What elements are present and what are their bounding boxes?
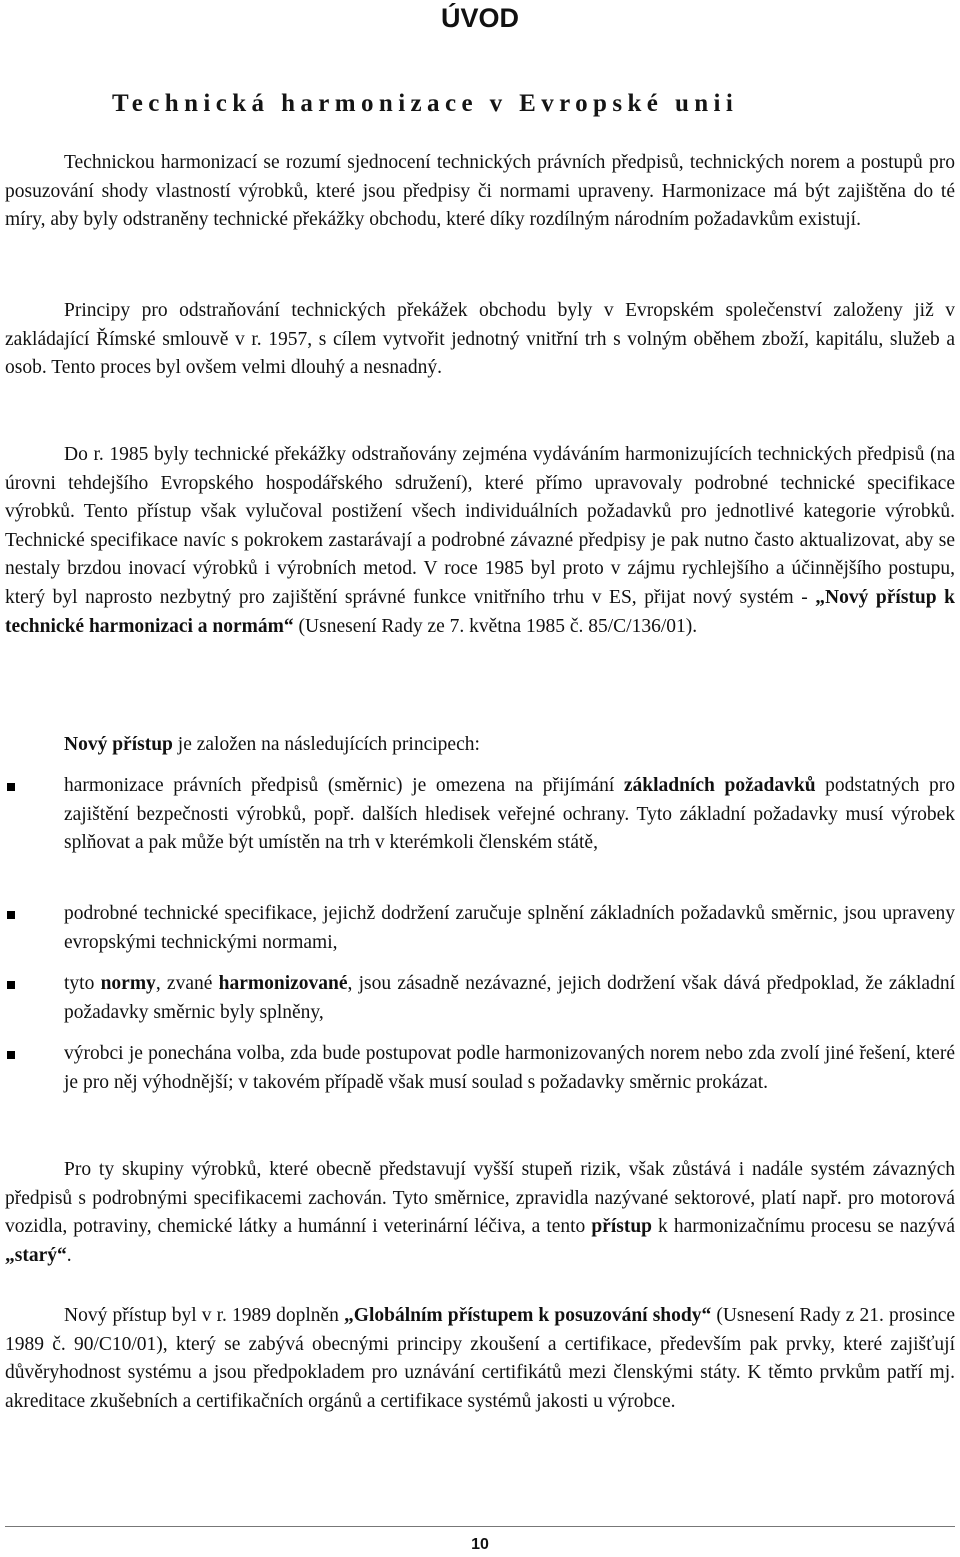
old-approach-text: Pro ty skupiny výrobků, které obecně představují vyšší stupeň rizik, však zůstává i nadále systém závazných předpisů s podrobnými specifikacemi zachován. Tyto směrnice, zpravidla nazývané sektorové, platí např. pro motorová vozidla, potraviny, chemické látky a humánní i veterinární léčiva, a tento [5, 1159, 955, 1238]
list-item [5, 970, 955, 1027]
footer-divider [5, 1526, 955, 1527]
list-item-text-part: harmonizace právních předpisů (směrnic) je omezena na přijímání [64, 775, 624, 796]
new-approach-intro-text: je založen na následujících principech: [172, 734, 480, 755]
section-title: Technická harmonizace v Evropské unii [112, 90, 739, 117]
paragraph-history [5, 441, 955, 641]
list-item [5, 772, 955, 858]
new-approach-name: „Nový přístup k technické harmonizaci a normám“ [5, 586, 955, 637]
global-approach-text: (Usnesení Rady z 21. prosince 1989 č. 90/C10/01), který se zabývá obecnými principy zkoušení a certifikace, především pak prvky, které zajišťují důvěryhodnost systému a jsou předpokladem pro uznávání certifikátů mezi členskými státy. K těmto prvkům patří mj. akreditace zkušebních a certifikačních orgánů a certifikace systémů jakosti u výrobce. [5, 1305, 955, 1412]
list-item-text [64, 970, 955, 1027]
list-item-text-part: , jsou zásadně nezávazné, jejich dodržení však dává předpoklad, že základní požadavky směrnic byly splněny, [64, 973, 955, 1023]
harmonized-term: harmonizované [218, 973, 348, 994]
paragraph-old-approach [5, 1156, 955, 1270]
square-bullet-icon [7, 783, 15, 791]
history-citation: (Usnesení Rady ze 7. května 1985 č. 85/C/136/01). [293, 615, 698, 637]
global-approach-text: Nový přístup byl v r. 1989 doplněn [64, 1305, 345, 1326]
list-item-text [64, 772, 955, 858]
old-approach-text: . [66, 1244, 72, 1266]
paragraph-new-approach-intro [5, 731, 955, 760]
approach-term: přístup [591, 1216, 653, 1238]
square-bullet-icon [7, 911, 15, 919]
square-bullet-icon [7, 1051, 15, 1059]
page-title: ÚVOD [440, 3, 519, 33]
new-approach-term: Nový přístup [64, 734, 173, 755]
history-text: Do r. 1985 byly technické překážky odstraňovány zejména vydáváním harmonizujících technických předpisů (na úrovni tehdejšího Evropského hospodářského sdružení), které přímo upravovaly podrobné technické specifikace výrobků. Tento přístup však vylučoval postižení všech individuálních požadavků pro jednotlivé kategorie výrobků. Technické specifikace navíc s pokrokem zastarávají a podrobné závazné předpisy je pak nutno často aktualizovat, aby se nestaly brzdou inovací výrobků i výrobních metod. V roce 1985 byl proto v zájmu rychlejšího a účinnějšího postupu, který byl naprosto nezbytný pro zajištění správné funkce vnitřního trhu v ES, přijat nový systém - [5, 444, 955, 608]
old-term: „starý“ [5, 1244, 67, 1266]
global-approach-name: „Globálním přístupem k posuzování shody“ [344, 1305, 712, 1326]
old-approach-text: k harmonizačnímu procesu se nazývá [652, 1216, 955, 1238]
list-item-text-part: , zvané [155, 973, 219, 994]
essential-requirements-term: základních požadavků [623, 775, 816, 796]
paragraph-principles: Principy pro odstraňování technických překážek obchodu byly v Evropském společenství založeny již v zakládající Římské smlouvě v r. 1957, s cílem vytvořit jednotný vnitřní trh s volným oběhem zboží, kapitálu, služeb a osob. Tento proces byl ovšem velmi dlouhý a nesnadný. [5, 300, 955, 379]
page-number: 10 [471, 1536, 489, 1553]
list-item [5, 1040, 955, 1097]
list-item [5, 900, 955, 957]
list-item-text-part: podstatných pro zajištění bezpečnosti výrobků, popř. dalších hledisek veřejné ochrany. Tyto základní požadavky musí výrobek splňovat a pak může být umístěn na trh v kterémkoli členském státě, [64, 775, 956, 854]
list-item-text: podrobné technické specifikace, jejichž dodržení zaručuje splnění základních požadavků směrnic, jsou upraveny evropskými technickými normami, [64, 903, 955, 953]
list-item-text-part: tyto [64, 973, 101, 994]
paragraph-intro: Technickou harmonizací se rozumí sjednocení technických právních předpisů, technických norem a postupů pro posuzování shody vlastností výrobků, které jsou předpisy či normami upraveny. Harmonizace má být zajištěna do té míry, aby byly odstraněny technické překážky obchodu, které díky rozdílným národním požadavkům existují. [5, 152, 955, 231]
square-bullet-icon [7, 981, 15, 989]
paragraph-global-approach [5, 1302, 955, 1416]
list-item-text: výrobci je ponechána volba, zda bude postupovat podle harmonizovaných norem nebo zda zvolí jiné řešení, které je pro něj výhodnější; v takovém případě však musí soulad s požadavky směrnic prokázat. [64, 1043, 955, 1093]
norms-term: normy [100, 973, 156, 994]
